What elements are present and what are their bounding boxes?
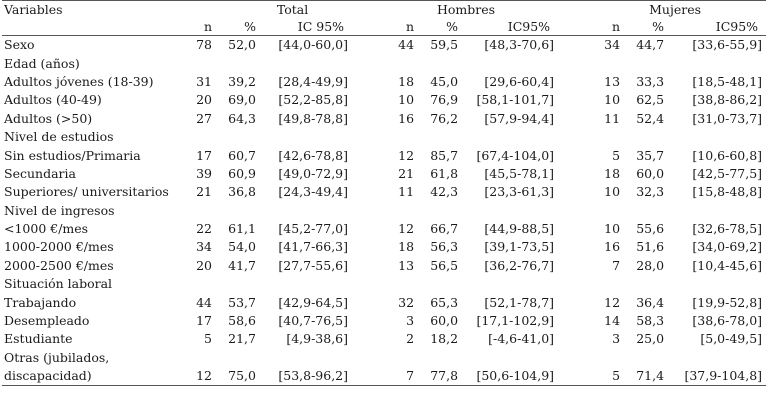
pct-cell: 60,9 [228,165,256,181]
n-cell: 34 [196,239,212,255]
ic-cell: [29,6-60,4] [484,73,555,89]
pct-cell: 36,4 [636,294,665,310]
ic-cell: [-4,6-41,0] [488,331,555,347]
ic-cell: [58,1-101,7] [476,92,555,108]
pct-cell [620,349,670,367]
pct-cell: 61,8 [430,165,459,181]
ic-cell: [39,1-73,5] [484,239,555,255]
pct-cell: 32,3 [636,184,665,200]
n-cell: 14 [604,313,621,329]
pct-cell: 58,3 [636,313,665,329]
n-cell: 27 [196,110,212,126]
n-cell: 20 [196,92,212,108]
header-total: Total [187,1,358,20]
pct-cell: 25,0 [636,331,665,347]
pct-cell: 60,0 [636,165,665,181]
n-cell: 39 [196,165,212,181]
n-cell [187,54,212,72]
pct-cell: 76,9 [430,92,459,108]
table-row [2,165,766,183]
n-cell: 12 [398,147,415,163]
ic-cell: [27,7-55,6] [278,257,349,273]
header-hombres: Hombres [358,1,564,20]
ic-cell [464,275,564,293]
table-row [2,312,766,330]
row-label: Desempleado [4,313,90,329]
n-cell: 12 [604,294,621,310]
ic-cell: [57,9-94,4] [484,110,555,126]
ic-cell [464,128,564,146]
pct-cell: 55,6 [636,221,665,237]
pct-cell: 65,3 [430,294,459,310]
table-row [2,91,766,109]
n-cell: 17 [196,147,212,163]
ic-cell: [33,6-55,9] [692,37,763,53]
ic-cell [670,349,766,367]
n-cell: 18 [604,165,621,181]
row-label: 2000-2500 €/mes [4,257,114,273]
table-row [2,257,766,275]
ic-cell [670,202,766,220]
n-cell: 21 [398,165,415,181]
n-cell: 3 [406,313,415,329]
ic-cell: [49,8-78,8] [278,110,349,126]
row-label: Sexo [4,37,35,53]
n-cell [564,275,620,293]
pct-cell: 75,0 [212,367,262,386]
n-cell: 12 [398,221,415,237]
n-cell [187,349,212,367]
pct-cell: 56,5 [430,257,459,273]
row-label: Edad (años) [4,55,80,71]
ic-cell: [34,0-69,2] [692,239,763,255]
table-row [2,220,766,238]
row-label: Superiores/ universitarios [4,184,169,200]
n-cell: 13 [604,73,621,89]
header-pct-hombres: % [414,19,464,36]
ic-cell: [53,8-96,2] [262,367,358,386]
header-ic-hombres: IC95% [464,19,564,36]
row-label: 1000-2000 €/mes [4,239,114,255]
n-cell: 32 [398,294,415,310]
pct-cell [212,202,262,220]
pct-cell: 51,6 [636,239,665,255]
ic-cell [262,349,358,367]
pct-cell: 33,3 [636,73,665,89]
header-pct-mujeres: % [620,19,670,36]
row-label: Secundaria [4,165,76,181]
ic-cell [262,54,358,72]
header-n-hombres: n [358,19,414,36]
pct-cell [414,202,464,220]
ic-cell: [23,3-61,3] [484,184,555,200]
n-cell [564,202,620,220]
ic-cell: [31,0-73,7] [692,110,763,126]
ic-cell: [28,4-49,9] [278,73,349,89]
ic-cell: [10,6-60,8] [692,147,763,163]
ic-cell: [24,3-49,4] [278,184,349,200]
n-cell: 16 [604,239,621,255]
table-row [2,238,766,256]
ic-cell: [19,9-52,8] [692,294,763,310]
ic-cell: [32,6-78,5] [692,221,763,237]
n-cell [564,128,620,146]
pct-cell [414,128,464,146]
n-cell [564,349,620,367]
ic-cell: [4,9-38,6] [286,331,349,347]
ic-cell: [5,0-49,5] [700,331,763,347]
ic-cell [670,275,766,293]
pct-cell: 18,2 [430,331,459,347]
n-cell: 7 [358,367,414,386]
pct-cell [620,128,670,146]
header-ic-total: IC 95% [262,19,358,36]
pct-cell: 66,7 [430,221,459,237]
results-table [2,0,766,386]
n-cell: 18 [398,239,415,255]
n-cell: 5 [204,331,212,347]
pct-cell: 85,7 [430,147,459,163]
pct-cell: 71,4 [620,367,670,386]
n-cell: 11 [398,184,415,200]
pct-cell: 60,7 [228,147,256,163]
section-row [2,202,766,220]
header-row-groups [2,1,766,20]
pct-cell: 60,0 [430,313,459,329]
n-cell: 11 [604,110,621,126]
ic-cell: [15,8-48,8] [692,184,763,200]
n-cell: 17 [196,313,212,329]
header-n-mujeres: n [564,19,620,36]
ic-cell: [42,9-64,5] [278,294,349,310]
header-pct-total: % [212,19,262,36]
ic-cell: [41,7-66,3] [278,239,349,255]
ic-cell [262,275,358,293]
ic-cell: [42,6-78,8] [278,147,349,163]
n-cell [187,202,212,220]
pct-cell: 52,4 [636,110,665,126]
n-cell: 5 [612,147,621,163]
pct-cell: 61,1 [228,221,256,237]
n-cell: 34 [604,37,621,53]
pct-cell: 76,2 [430,110,459,126]
section-row [2,128,766,146]
row-label: Adultos (40-49) [4,92,102,108]
pct-cell: 54,0 [228,239,256,255]
pct-cell: 39,2 [228,73,256,89]
n-cell [358,54,414,72]
table-row [2,183,766,201]
ic-cell: [50,6-104,9] [464,367,564,386]
n-cell: 20 [196,257,212,273]
n-cell: 16 [398,110,415,126]
pct-cell: 42,3 [430,184,459,200]
n-cell: 18 [398,73,415,89]
header-n-total: n [187,19,212,36]
header-row-columns [2,19,766,36]
ic-cell: [48,3-70,6] [484,37,555,53]
header-mujeres: Mujeres [564,1,766,20]
n-cell: 44 [398,37,415,53]
row-label: Adultos (>50) [4,110,93,126]
ic-cell [464,202,564,220]
pct-cell [414,54,464,72]
table-row [2,110,766,128]
pct-cell: 53,7 [228,294,256,310]
n-cell [564,54,620,72]
pct-cell: 64,3 [228,110,256,126]
ic-cell [262,128,358,146]
pct-cell: 62,5 [636,92,665,108]
ic-cell: [36,2-76,7] [484,257,555,273]
header-variables: Variables [2,1,187,20]
n-cell: 10 [604,221,621,237]
ic-cell [464,54,564,72]
ic-cell: [67,4-104,0] [476,147,555,163]
n-cell: 12 [187,367,212,386]
pct-cell: 41,7 [228,257,256,273]
ic-cell: [10,4-45,6] [692,257,763,273]
n-cell: 10 [604,92,621,108]
section-row [2,54,766,72]
pct-cell: 35,7 [636,147,665,163]
table-row [2,73,766,91]
pct-cell: 77,8 [414,367,464,386]
section-row [2,275,766,293]
ic-cell: [38,6-78,0] [692,313,763,329]
row-label: Nivel de ingresos [4,202,115,218]
n-cell [187,128,212,146]
row-label: Otras (jubilados, [4,349,110,365]
table-body [2,36,766,386]
table-row [2,36,766,55]
ic-cell: [45,2-77,0] [278,221,349,237]
ic-cell: [18,5-48,1] [692,73,763,89]
pct-cell: 52,0 [228,37,256,53]
n-cell: 10 [604,184,621,200]
n-cell: 10 [398,92,415,108]
ic-cell [670,128,766,146]
ic-cell: [44,9-88,5] [484,221,555,237]
n-cell: 21 [196,184,212,200]
ic-cell [670,54,766,72]
row-label: <1000 €/mes [4,221,89,237]
table-row [2,293,766,311]
n-cell [187,275,212,293]
ic-cell [262,202,358,220]
ic-cell: [42,5-77,5] [692,165,763,181]
table-row [2,330,766,348]
ic-cell: [52,2-85,8] [278,92,349,108]
row-label: Sin estudios/Primaria [4,147,141,163]
row-label: Adultos jóvenes (18-39) [4,73,154,89]
n-cell [358,275,414,293]
ic-cell: [40,7-76,5] [278,313,349,329]
ic-cell: [49,0-72,9] [278,165,349,181]
pct-cell [414,275,464,293]
ic-cell [464,349,564,367]
header-ic-mujeres: IC95% [670,19,766,36]
ic-cell: [52,1-78,7] [484,294,555,310]
n-cell: 5 [564,367,620,386]
pct-cell: 59,5 [430,37,459,53]
section-row [2,349,766,367]
pct-cell: 69,0 [228,92,256,108]
row-label: Trabajando [4,294,77,310]
row-label: Situación laboral [4,276,113,292]
n-cell: 13 [398,257,415,273]
row-label: Estudiante [4,331,73,347]
pct-cell: 21,7 [228,331,256,347]
table-row [2,146,766,164]
pct-cell [212,54,262,72]
n-cell: 78 [196,37,212,53]
n-cell [358,128,414,146]
table-row [2,367,766,386]
pct-cell [620,202,670,220]
n-cell [358,202,414,220]
n-cell: 7 [612,257,621,273]
pct-cell [620,54,670,72]
n-cell: 22 [196,221,212,237]
pct-cell: 56,3 [430,239,459,255]
pct-cell: 36,8 [228,184,256,200]
pct-cell [620,275,670,293]
pct-cell [212,128,262,146]
pct-cell [212,349,262,367]
ic-cell: [44,0-60,0] [278,37,349,53]
n-cell: 3 [612,331,621,347]
n-cell: 44 [196,294,212,310]
pct-cell: 45,0 [430,73,459,89]
ic-cell: [38,8-86,2] [692,92,763,108]
row-label: Nivel de estudios [4,129,114,145]
n-cell: 31 [196,73,212,89]
pct-cell [414,349,464,367]
ic-cell: [17,1-102,9] [476,313,555,329]
n-cell: 2 [406,331,415,347]
n-cell [358,349,414,367]
ic-cell: [37,9-104,8] [670,367,766,386]
pct-cell: 28,0 [636,257,665,273]
pct-cell: 58,6 [228,313,256,329]
pct-cell: 44,7 [636,37,665,53]
row-label: discapacidad) [2,367,187,386]
ic-cell: [45,5-78,1] [484,165,555,181]
pct-cell [212,275,262,293]
